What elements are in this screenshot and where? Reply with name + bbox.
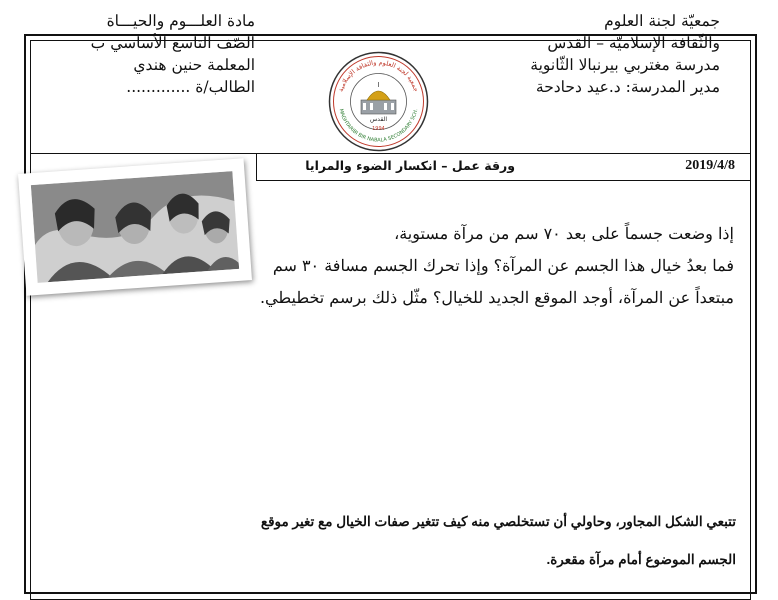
header-left-line-3: المعلمة حنين هندي [133,56,255,74]
header-left-line-4: الطالب/ة ............. [126,78,255,96]
question-line-1: إذا وضعت جسماً على بعد ٧٠ سم من مرآة مستوية، [394,224,734,243]
seal-center-label: القدس [369,116,388,123]
seal-year: 1994 [372,126,385,132]
question-line-3: مبتعداً عن المرآة، أوجد الموقع الجديد للخيال؟ مثّل ذلك برسم تخطيطي. [259,288,734,307]
header-right-line-3: مدرسة مغتربي بيرنبالا الثّانوية [530,56,720,74]
question-text [254,218,734,314]
worksheet-title: ورقة عمل – انكسار الضوء والمرايا [305,158,515,173]
worksheet-date: 2019/4/8 [685,158,735,173]
mirror-reflection-illustration [31,171,239,283]
class-info [80,10,255,98]
task-line-2: الجسم الموضوع أمام مرآة مقعرة. [546,552,736,567]
header-left-line-1: مادة العلـــوم والحيـــاة [106,12,255,30]
task-text [96,503,736,579]
question-line-2: فما بعدُ خيال هذا الجسم عن المرآة؟ وإذا تحرك الجسم مسافة ٣٠ سم [272,256,734,275]
mirror-photo-frame [18,158,252,295]
school-info [530,10,720,98]
worksheet-subheader [256,153,751,181]
header-right-line-1: جمعيّة لجنة العلوم [604,12,720,30]
seal-text-bottom: MAGHTARIBI BIR NABALA SECONDARY SCH. [337,108,420,144]
header-left-line-2: الصّف التاسع الأساسي ب [90,34,255,52]
seal-text-top: جمعية لجنة العلوم والثقافة الإسلامية [336,58,421,93]
school-seal-icon [327,50,430,153]
header-right-line-4: مدير المدرسة: د.عيد دحادحة [535,78,720,96]
task-line-1: تتبعي الشكل المجاور، وحاولي أن تستخلصي منه كيف تتغير صفات الخيال مع تغير موقع [260,514,736,529]
header-right-line-2: والثّقافة الإسلاميّة – القدس [547,34,720,52]
